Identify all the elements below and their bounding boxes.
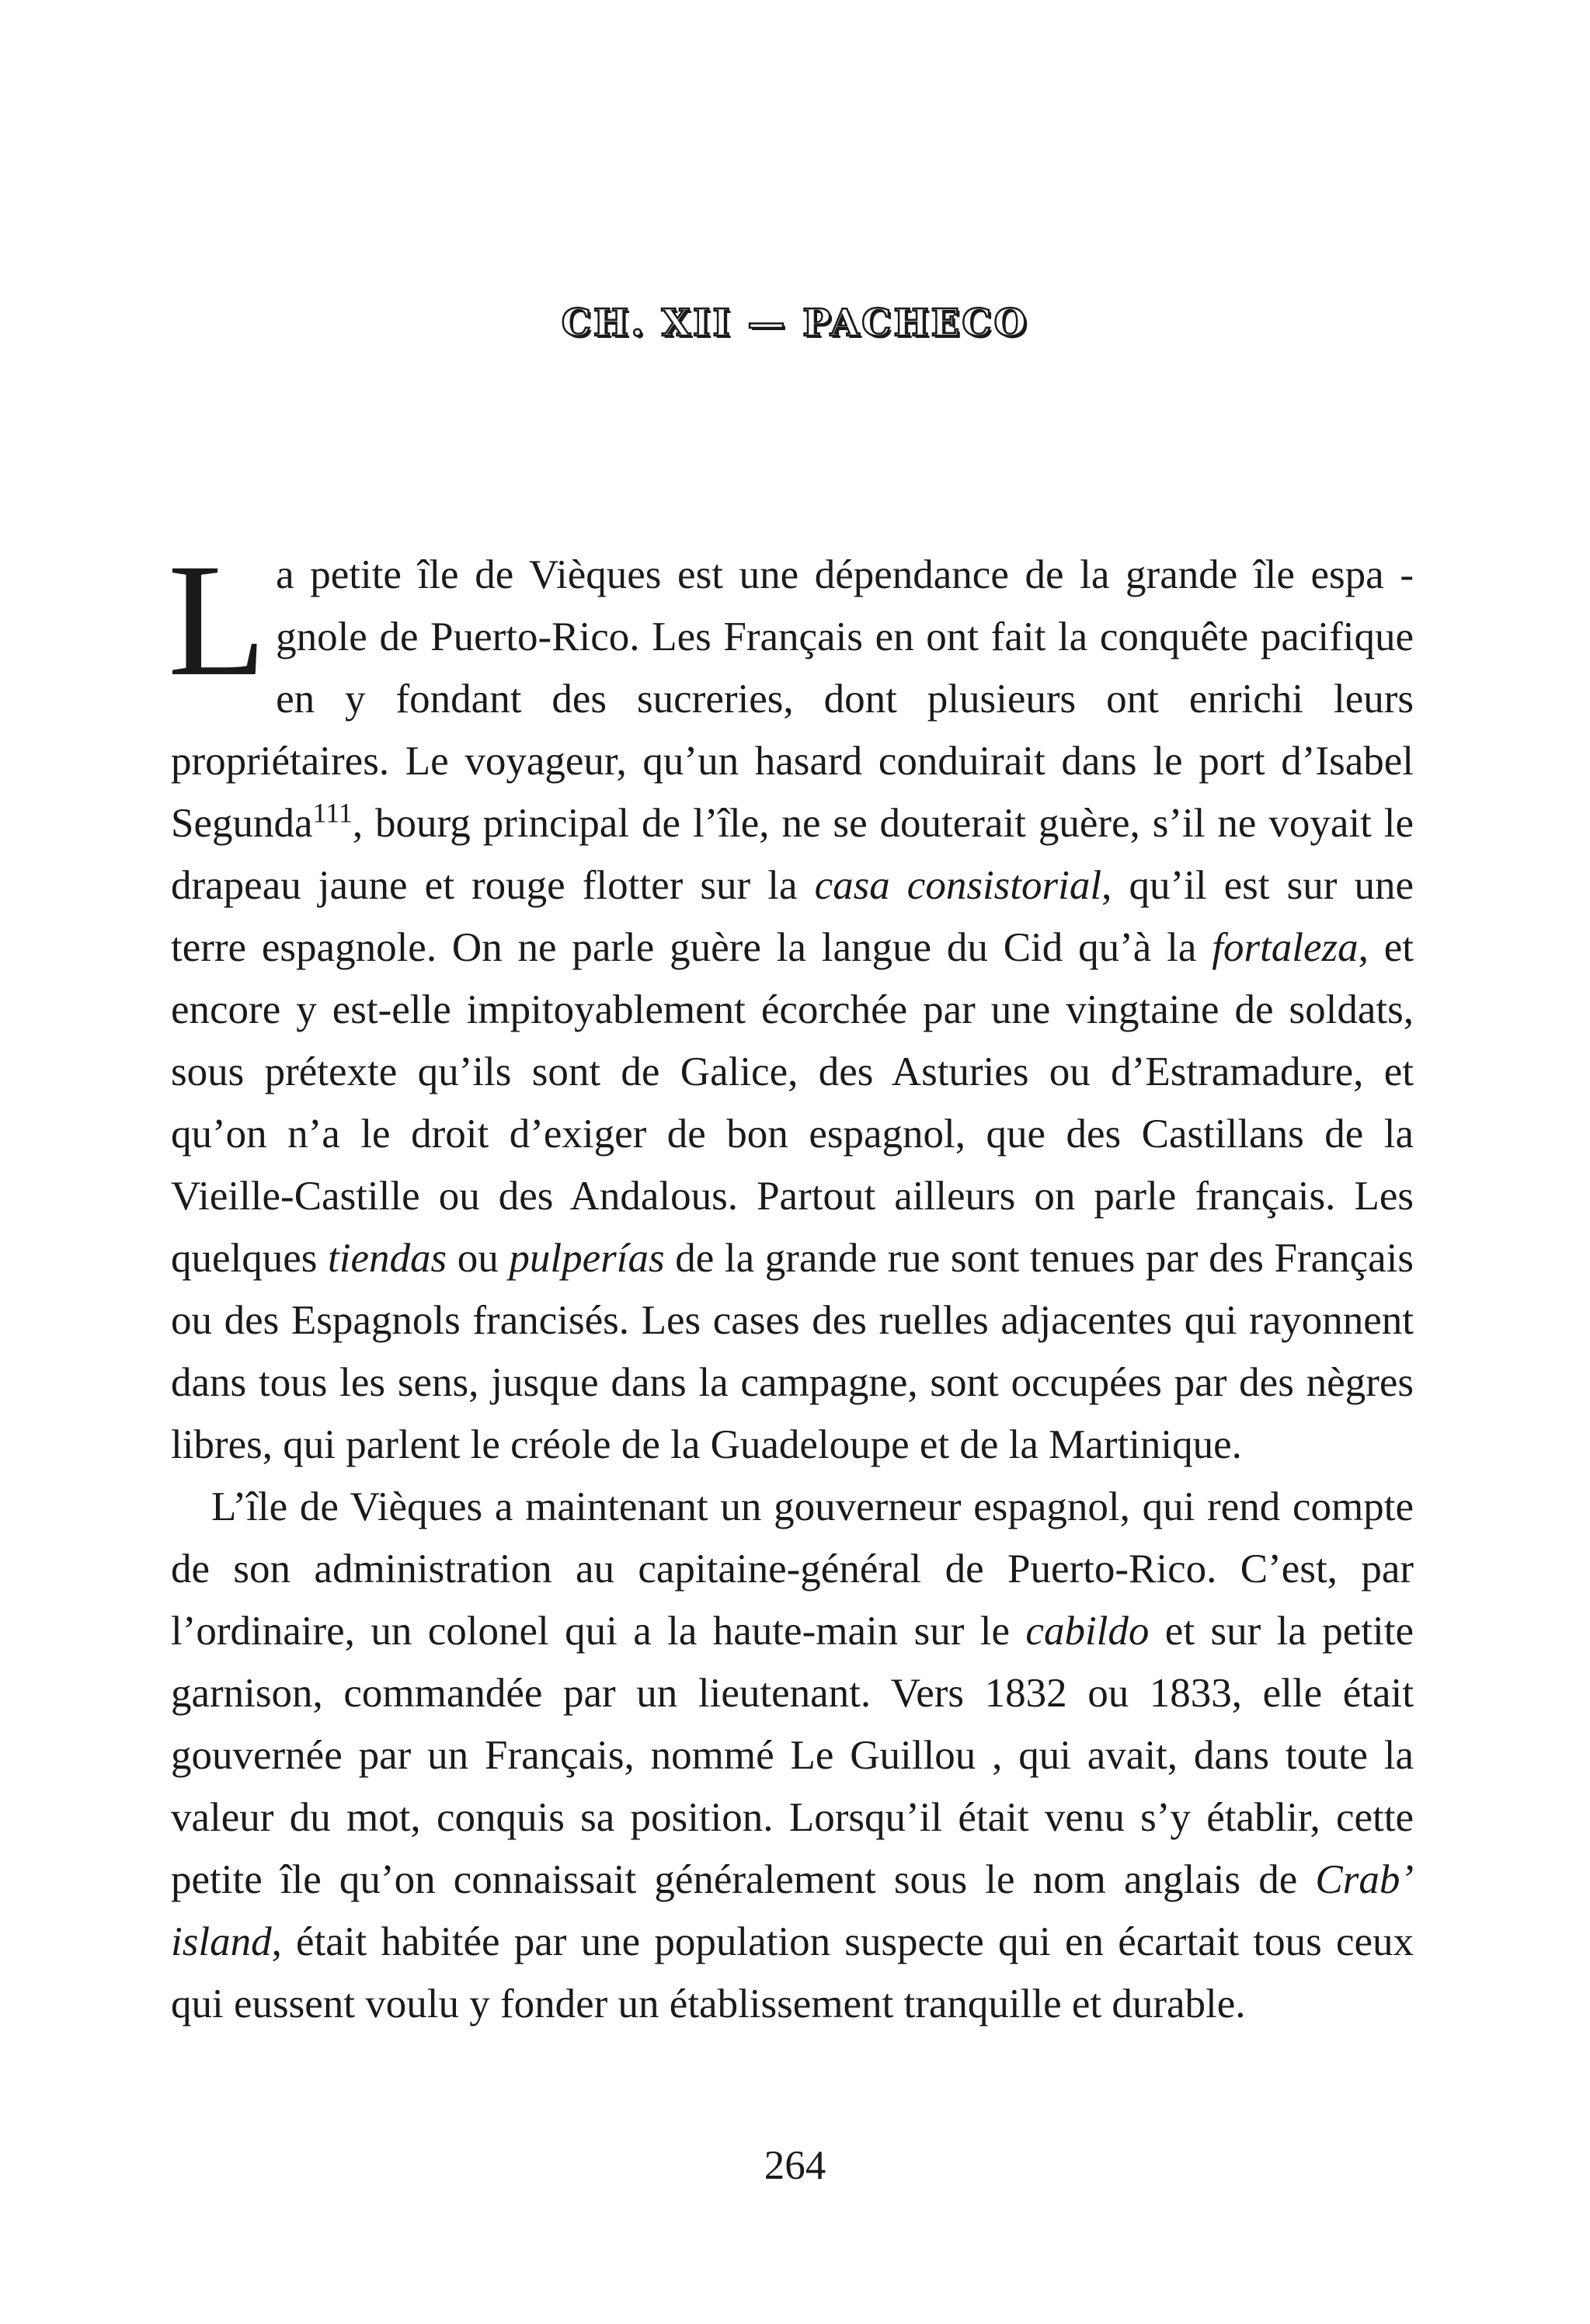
text-segment: et sur la petite garnison, commandée par un lieutenant. Vers 1832 ou 1833, elle était gouvernée par un Français, nommé Le Guillou: [171, 1609, 1414, 1778]
text-segment: a petite île de Vièques est une dépendance de la grande île espa - gnole de Puerto-Rico. Les Français en ont fait la conquête pacifique en y fondant des sucreries, dont plusieurs ont enrichi leurs propriétaires. Le voyageur, qu’un hasard conduirait dans le port d’Isabel Segunda: [171, 552, 1414, 846]
paragraph-2: [171, 1476, 1414, 2035]
body-text: [168, 531, 1414, 2035]
text-segment: de la grande rue sont tenues par des Français ou des Espagnols francisés. Les cases des ruelles adjacentes qui rayonnent dans tous les sens, jusque dans la campagne, sont occupées par des nègres libres, qui parlent le créole de la Guadeloupe et de la Martinique.: [171, 1236, 1414, 1467]
text-segment: , était habitée par une population suspecte qui en écartait tous ceux qui eussent voulu y fonder un établissement tranquille et durable.: [171, 1919, 1414, 2027]
italic-term: cabildo: [1025, 1609, 1150, 1654]
text-segment: , qui avait, dans toute la valeur du mot, conquis sa position. Lorsqu’il était venu s’y établir, cette petite île qu’on connaissait généralement sous le nom anglais de: [171, 1733, 1414, 1902]
italic-term: fortaleza: [1212, 925, 1359, 970]
footnote-marker: 111: [312, 797, 353, 829]
text-segment: , et encore y est-elle impitoyablement écorchée par une vingtaine de soldats, sous prétexte qu’ils sont de Galice, des Asturies ou d’Estramadure, et qu’on n’a le droit d’exiger de bon espagnol, que des Castillans de la Vieille-Castille ou des Andalous. Partout ailleurs on parle français. Les quelques: [171, 925, 1414, 1281]
page-number: 264: [764, 2143, 826, 2188]
text-segment: , bourg principal de l’île, ne se douterait guère, s’il ne voyait le drapeau jaune et rouge flotter sur la: [171, 801, 1414, 908]
text-segment: L’île de Vièques a maintenant un gouverneur espagnol, qui rend compte de son administration au capitaine-général de Puerto-Rico. C’est, par l’ordinaire, un colonel qui a la haute-main sur le: [171, 1484, 1414, 1654]
text-segment: ou: [447, 1236, 510, 1281]
chapter-title: CH. XII — PACHECO: [561, 301, 1029, 345]
drop-cap: L: [168, 531, 267, 709]
italic-term: casa consistorial: [814, 863, 1102, 908]
italic-term: Crab’ island: [171, 1857, 1414, 1964]
italic-term: pulperías: [509, 1236, 665, 1281]
text-segment: , qu’il est sur une terre espagnole. On ne parle guère la langue du Cid qu’à la: [171, 863, 1414, 970]
paragraph-1: [168, 531, 1414, 1476]
italic-term: tiendas: [328, 1236, 447, 1281]
